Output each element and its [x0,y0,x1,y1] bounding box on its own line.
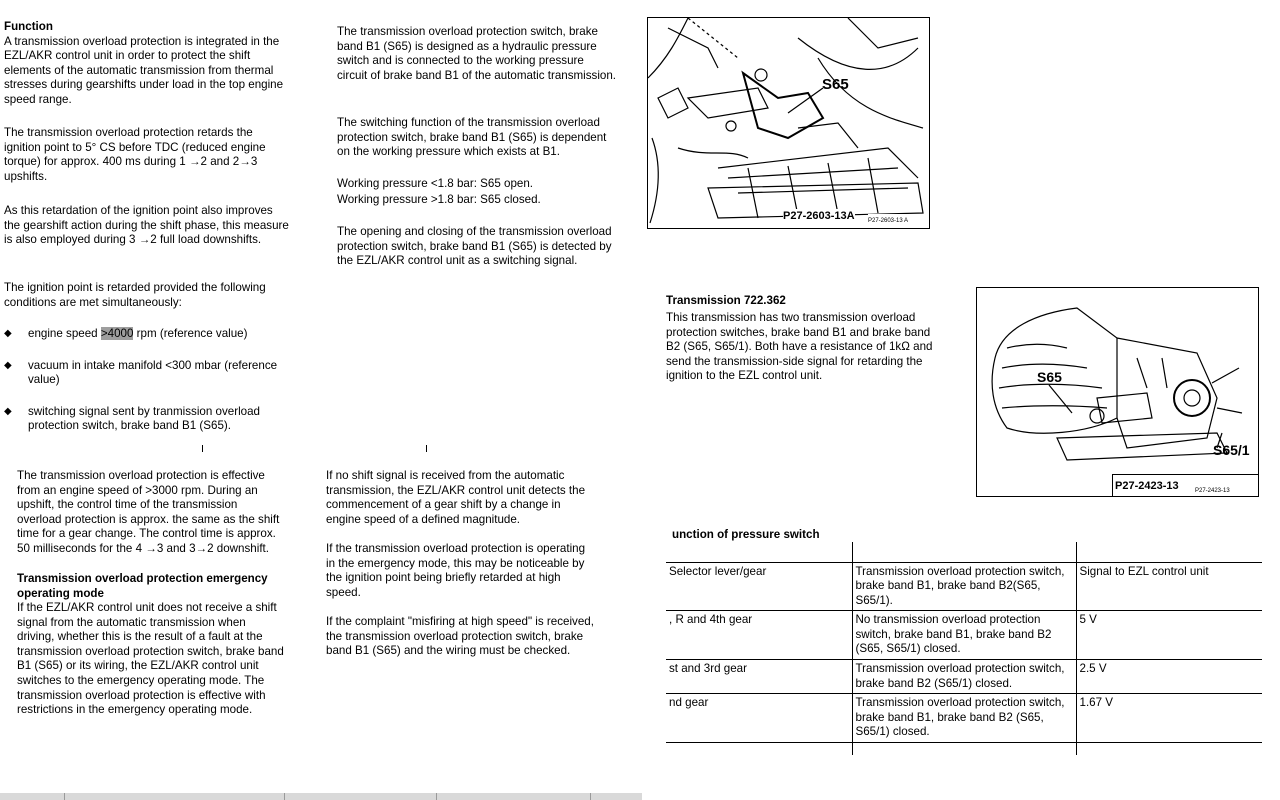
figure2-code-small: P27-2423-13 [1195,488,1230,494]
table-cell: Transmission overload protection switch, brake band B1, brake band B2 (S65, S65/1) closed. [852,694,1076,743]
table-row [666,562,1262,611]
list-item: ◆ vacuum in intake manifold <300 mbar (reference value) [4,358,278,387]
transmission-switch-figure [647,17,930,229]
table-cell: Selector lever/gear [666,562,852,611]
t722-title: Transmission 722.362 [666,294,786,307]
working-pressure-closed: Working pressure >1.8 bar: S65 closed. [337,193,541,206]
figure2-caption-box [1112,474,1258,496]
s65-1-callout-label: S65/1 [1213,442,1250,458]
emergency-title: Transmission overload protection emergency operating mode [17,572,268,600]
table-cell: 5 V [1076,611,1262,660]
opening-closing-paragraph: The opening and closing of the transmission overload protection switch, brake band B1 (S65) is detected by the EZL/AKR control unit as a switching signal. [337,225,612,268]
pressure-table-title: unction of pressure switch [672,528,820,541]
bullet-icon: ◆ [4,405,12,417]
column-tick [426,445,427,452]
function-section [4,20,286,108]
table-cell: , R and 4th gear [666,611,852,660]
transmission-switch-drawing [648,18,929,228]
table-row [666,743,1262,755]
t722-body: This transmission has two transmission overload protection switches, brake band B1 and brake band B2 (S65, S65/1). Both have a resistance of 1kΩ and send the transmission-side signal for retarding the ignition to the EZL control unit. [666,311,933,383]
list-item: ◆ switching signal sent by tranmission overload protection switch, brake band B1 (S65). [4,404,260,433]
table-cell: 2.5 V [1076,660,1262,694]
bullet-icon: ◆ [4,359,12,371]
table-row [666,660,1262,694]
highlighted-value: >4000 [100,327,134,340]
bullet-icon: ◆ [4,328,12,339]
conditions-list [4,327,304,451]
table-row [666,542,1262,562]
switch-paragraph: The transmission overload protection switch, brake band B1 (S65) is designed as a hydraulic pressure switch and is connected to the working pressure circuit of brake band B1 of the automatic transmission. [337,25,617,82]
table-cell: Transmission overload protection switch, brake band B2 (S65/1) closed. [852,660,1076,694]
list-item: ◆ engine speed >4000 rpm (reference value) [4,327,248,340]
function-body: A transmission overload protection is integrated in the EZL/AKR control unit in order to protect the shift elements of the automatic transmission from thermal stresses during gearshifts under load in the top engine speed range. [4,34,284,106]
function-title: Function [4,20,53,33]
figure1-code-label: P27-2603-13A [783,210,855,222]
table-cell: nd gear [666,694,852,743]
emergency-noticeable-paragraph: If the transmission overload protection is operating in the emergency mode, this may be noticeable by the ignition point being briefly retarded at high speed. [326,542,586,599]
retard-paragraph: The transmission overload protection retards the ignition point to 5° CS before TDC (reduced engine torque) for approx. 400 ms during 1 →2 and 2→3 upshifts. [4,126,266,183]
transmission-722-drawing [977,288,1258,496]
pressure-switch-table [666,542,1262,755]
conditions-intro: The ignition point is retarded provided the following conditions are met simultaneously: [4,281,266,309]
s65-callout-label: S65 [1037,369,1062,385]
table-cell: 1.67 V [1076,694,1262,743]
transmission-722-figure [976,287,1259,497]
emergency-body: If the EZL/AKR control unit does not receive a shift signal from the automatic transmission when driving, whether this is the result of a fault at the transmission overload protection switch, brake band B1 (S65) or its wiring, the EZL/AKR control unit switches to the emergency operating mode. The transmission overload protection is effective with restrictions in the emergency operating mode. [17,601,284,717]
figure2-code-label: P27-2423-13 [1115,480,1179,492]
effective-paragraph: The transmission overload protection is effective from an engine speed of >3000 rpm. During an upshift, the control time of the transmission overload protection is approx. the same as the shift time for a gear change. The control time is approx. 50 milliseconds for the 4 →3 and 3→2 downshift. [17,469,280,555]
table-cell: Signal to EZL control unit [1076,562,1262,611]
switching-function-paragraph: The switching function of the transmission overload protection switch, brake band B1 (S65) is dependent on the working pressure which exists at B1. [337,116,607,159]
table-cell: No transmission overload protection switch, brake band B1, brake band B2 (S65, S65/1) closed. [852,611,1076,660]
horizontal-scrollbar[interactable] [0,793,642,800]
table-cell: st and 3rd gear [666,660,852,694]
s65-callout-label: S65 [822,76,849,93]
table-row [666,611,1262,660]
downshift-paragraph: As this retardation of the ignition point also improves the gearshift action during the shift phase, this measure is also employed during 3 →2 full load downshifts. [4,204,289,247]
table-row [666,694,1262,743]
no-shift-paragraph: If no shift signal is received from the automatic transmission, the EZL/AKR control unit detects the commencement of a gear shift by a change in engine speed of a defined magnitude. [326,469,586,526]
column-tick [202,445,203,452]
working-pressure-open: Working pressure <1.8 bar: S65 open. [337,177,534,190]
figure1-code-small: P27-2603-13 A [868,214,908,229]
misfiring-paragraph: If the complaint "misfiring at high speed" is received, the transmission overload protection switch, brake band B1 (S65) and the wiring must be checked. [326,615,594,658]
table-cell: Transmission overload protection switch, brake band B1, brake band B2(S65, S65/1). [852,562,1076,611]
